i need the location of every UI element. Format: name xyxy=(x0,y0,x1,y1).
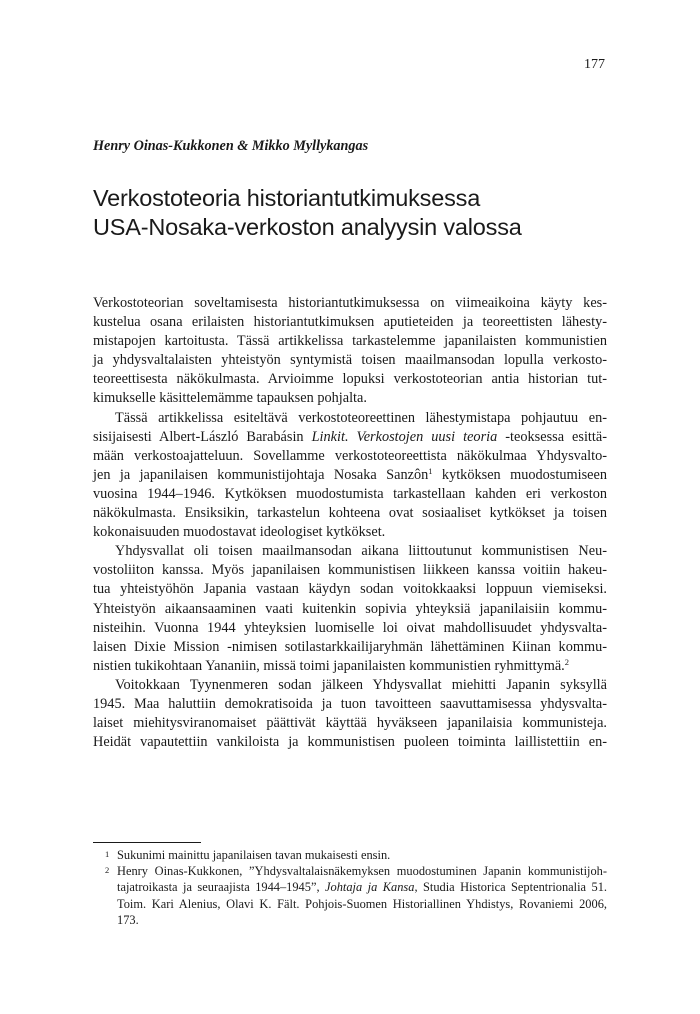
body-text-segment: sisijaisesti Albert-László Barabásin xyxy=(93,428,312,445)
body-line-with-footnote-ref xyxy=(93,466,607,485)
body-line: Verkostoteorian soveltamisesta historiantutkimuksessa on viimeaikoina käyty kes- xyxy=(93,295,607,311)
footnote-line: Henry Oinas-Kukkonen, ”Yhdysvaltalaisnäkemyksen muodostuminen Japanin kommunistijoh- xyxy=(117,864,607,879)
article-title xyxy=(93,184,613,242)
footnote-line: Sukunimi mainittu japanilaisen tavan mukaisesti ensin. xyxy=(117,848,391,862)
body-line: kustelua osana erilaisten historiantutkimuksen aputieteiden ja teoreettisten lähesty- xyxy=(93,314,607,331)
body-line: laisen Dixie Mission -nimisen sotilastarkkailijaryhmän lähettäminen Kiinan kommu- xyxy=(93,638,607,655)
body-line: vuosina 1944–1946. Kytköksen muodostumista tarkastellaan kahden eri verkoston xyxy=(93,485,607,502)
body-line: mään verkostoajatteluun. Sovellamme verkostoteoreettista näkökulmaa Yhdysvalto- xyxy=(93,447,607,464)
body-line: ja yhdysvaltalaisten yhteistyön syntymistä toisen maailmansodan lopulla verkosto- xyxy=(93,352,607,369)
body-line: tua yhteistyöhön Japania vastaan käydyn sodan voitokkaaksi loppuun viemiseksi. xyxy=(93,581,607,598)
body-text-segment: -teoksessa esittä- xyxy=(497,428,607,445)
body-line: näkökulmasta. Ensiksikin, tarkastelun kohteena ovat sosiaaliset kytkökset ja toisen xyxy=(93,505,607,522)
book-title-linkit: Linkit. Verkostojen uusi teoria xyxy=(311,428,498,445)
body-line: kokonaisuuden muodostavat ideologiset kytkökset. xyxy=(93,524,386,541)
journal-title: Johtaja ja Kansa xyxy=(325,880,415,895)
footnote-text-segment: , Studia Historica Septentrionalia 51. xyxy=(414,880,608,895)
footnote-line: 173. xyxy=(117,912,139,927)
body-text-segment: nistien tukikohtaan Yananiin, missä toimi japanilaisten kommunistien ryhmittymä. xyxy=(93,657,565,674)
article-title-line-1: Verkostoteoria historiantutkimuksessa xyxy=(93,185,481,211)
article-body xyxy=(93,294,607,752)
body-text-segment: kytköksen muodostumiseen xyxy=(432,466,607,483)
footnote-number: 1 xyxy=(105,849,110,859)
footnote-ref-2[interactable]: 2 xyxy=(564,656,570,667)
footnotes xyxy=(93,847,607,928)
body-line: Tässä artikkelissa esiteltävä verkostoteoreettinen lähestymistapa pohjautuu en- xyxy=(115,409,607,426)
body-line: laiset miehitysviranomaiset päättivät käyttää hyväkseen japanilaisia kommunisteja. xyxy=(93,715,607,732)
body-line: teoreettisesta näkökulmasta. Arvioimme lopuksi verkostoteorian antia historian tut- xyxy=(93,371,607,388)
article-authors: Henry Oinas-Kukkonen & Mikko Myllykangas xyxy=(93,138,369,154)
body-line: 1945. Maa haluttiin demokratisoida ja tuon tavoitteen saavuttamisessa yhdysvalta- xyxy=(93,695,607,712)
footnote-line: Toim. Kari Alenius, Olavi K. Fält. Pohjois-Suomen Historiallinen Yhdistys, Rovaniemi 2006, xyxy=(117,896,607,911)
footnote-separator xyxy=(93,842,201,843)
footnote-line-with-journal-title xyxy=(117,879,607,895)
body-line: Yhteistyön aikaansaaminen vaati kuitenkin sopivia yhteyksiä japanilaisiin kommu- xyxy=(93,600,607,617)
body-text-segment: jen ja japanilaisen kommunistijohtaja Nosaka Sanzôn xyxy=(93,466,429,483)
body-line-with-book-title xyxy=(93,428,607,447)
body-line: Voitokkaan Tyynenmeren sodan jälkeen Yhdysvallat miehitti Japanin syksyllä xyxy=(115,676,607,693)
footnote-2 xyxy=(93,863,607,928)
body-line: Yhdysvallat oli toisen maailmansodan aikana liittoutunut kommunistisen Neu- xyxy=(115,543,607,560)
footnote-text-segment: tajatroikasta ja seuraajista 1944–1945”, xyxy=(117,880,326,895)
body-line: mistapojen kartoitusta. Tässä artikkelissa tarkastelemme japanilaisten kommunistien xyxy=(93,333,607,350)
body-line: Heidät vapautettiin vankiloista ja kommunistisen puoleen toiminta laillistettiin en- xyxy=(93,734,607,751)
body-line: kimukselle käsittelemämme tapauksen pohjalta. xyxy=(93,390,367,407)
footnote-1 xyxy=(93,847,607,863)
footnote-ref-1[interactable]: 1 xyxy=(428,465,433,476)
page-number: 177 xyxy=(584,57,605,72)
footnote-number: 2 xyxy=(105,865,110,876)
body-line-with-footnote-ref xyxy=(93,657,607,676)
article-title-line-2: USA-Nosaka-verkoston analyysin valossa xyxy=(93,214,522,240)
body-line: vostoliiton kanssa. Myös japanilaisen kommunistisen liikkeen kanssa voitiin hakeu- xyxy=(93,562,607,579)
body-line: nisteihin. Vuonna 1944 yhteyksien luomiselle loi oivat mahdollisuudet yhdysvalta- xyxy=(93,619,607,636)
